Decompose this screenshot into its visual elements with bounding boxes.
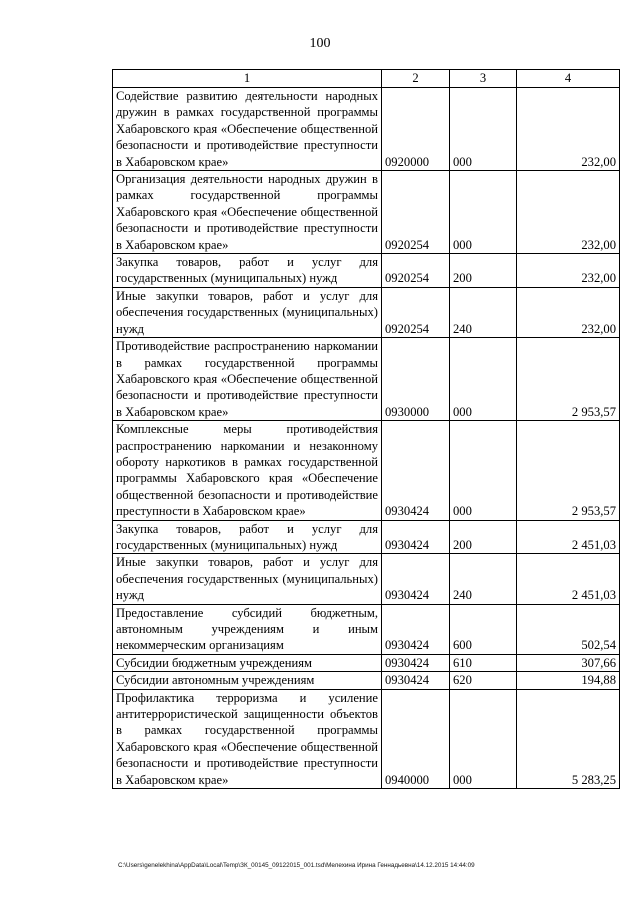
row-kind: 000 xyxy=(450,88,517,171)
table-header-row xyxy=(113,70,620,88)
row-name: Субсидии бюджетным учреждениям xyxy=(113,654,382,671)
row-name: Содействие развитию деятельности народных дружин в рамках государственной программы Хабаровского края «Обеспечение общественной безопасности и противодействие преступности в Хабаровском крае» xyxy=(113,88,382,171)
row-kind: 240 xyxy=(450,554,517,604)
table-row xyxy=(113,554,620,604)
row-amount: 232,00 xyxy=(517,254,620,288)
column-header: 1 xyxy=(113,70,382,88)
budget-table xyxy=(112,69,620,789)
row-amount: 2 953,57 xyxy=(517,338,620,421)
row-code: 0940000 xyxy=(382,689,450,788)
row-code: 0930424 xyxy=(382,654,450,671)
row-kind: 610 xyxy=(450,654,517,671)
row-code: 0930424 xyxy=(382,554,450,604)
table-row xyxy=(113,421,620,520)
row-kind: 200 xyxy=(450,254,517,288)
row-kind: 240 xyxy=(450,287,517,337)
column-header: 3 xyxy=(450,70,517,88)
table-row xyxy=(113,171,620,254)
table-row xyxy=(113,254,620,288)
row-code: 0930424 xyxy=(382,604,450,654)
row-amount: 232,00 xyxy=(517,171,620,254)
row-code: 0930424 xyxy=(382,672,450,689)
row-amount: 2 953,57 xyxy=(517,421,620,520)
column-header: 2 xyxy=(382,70,450,88)
row-amount: 307,66 xyxy=(517,654,620,671)
row-name: Комплексные меры противодействия распространению наркомании и незаконному обороту наркотиков в рамках государственной программы Хабаровского края «Обеспечение общественной безопасности и противодействие преступности в Хабаровском крае» xyxy=(113,421,382,520)
row-code: 0920254 xyxy=(382,171,450,254)
row-code: 0920000 xyxy=(382,88,450,171)
row-name: Противодействие распространению наркомании в рамках государственной программы Хабаровского края «Обеспечение общественной безопасности и противодействие преступности в Хабаровском крае» xyxy=(113,338,382,421)
table-row xyxy=(113,654,620,671)
row-name: Субсидии автономным учреждениям xyxy=(113,672,382,689)
page-number: 100 xyxy=(309,36,331,51)
row-code: 0920254 xyxy=(382,254,450,288)
row-name: Организация деятельности народных дружин в рамках государственной программы Хабаровского края «Обеспечение общественной безопасности и противодействие преступности в Хабаровском крае» xyxy=(113,171,382,254)
row-name: Иные закупки товаров, работ и услуг для обеспечения государственных (муниципальных) нужд xyxy=(113,287,382,337)
table-row xyxy=(113,88,620,171)
column-header: 4 xyxy=(517,70,620,88)
row-kind: 000 xyxy=(450,689,517,788)
file-path-footer: C:\Users\genelekhina\AppData\Local\Temp\ЗК_00145_09122015_001.tsd\Мелехина Ирина Геннадьевна\14.12.2015 14:44:09 xyxy=(118,862,475,869)
row-kind: 000 xyxy=(450,338,517,421)
row-code: 0930000 xyxy=(382,338,450,421)
row-code: 0930424 xyxy=(382,421,450,520)
row-code: 0930424 xyxy=(382,520,450,554)
table-row xyxy=(113,287,620,337)
row-kind: 200 xyxy=(450,520,517,554)
row-name: Предоставление субсидий бюджетным, автономным учреждениям и иным некоммерческим организациям xyxy=(113,604,382,654)
row-amount: 232,00 xyxy=(517,88,620,171)
row-kind: 600 xyxy=(450,604,517,654)
row-amount: 5 283,25 xyxy=(517,689,620,788)
table-row xyxy=(113,672,620,689)
table-row xyxy=(113,604,620,654)
row-code: 0920254 xyxy=(382,287,450,337)
row-amount: 502,54 xyxy=(517,604,620,654)
table-row xyxy=(113,520,620,554)
row-name: Иные закупки товаров, работ и услуг для обеспечения государственных (муниципальных) нужд xyxy=(113,554,382,604)
table-row xyxy=(113,338,620,421)
row-kind: 620 xyxy=(450,672,517,689)
row-kind: 000 xyxy=(450,171,517,254)
row-name: Закупка товаров, работ и услуг для государственных (муниципальных) нужд xyxy=(113,254,382,288)
row-amount: 232,00 xyxy=(517,287,620,337)
row-amount: 194,88 xyxy=(517,672,620,689)
row-name: Профилактика терроризма и усиление антитеррористической защищенности объектов в рамках государственной программы Хабаровского края «Обеспечение общественной безопасности и противодействие преступности в Хабаровском крае» xyxy=(113,689,382,788)
row-amount: 2 451,03 xyxy=(517,554,620,604)
row-amount: 2 451,03 xyxy=(517,520,620,554)
row-kind: 000 xyxy=(450,421,517,520)
table-row xyxy=(113,689,620,788)
row-name: Закупка товаров, работ и услуг для государственных (муниципальных) нужд xyxy=(113,520,382,554)
